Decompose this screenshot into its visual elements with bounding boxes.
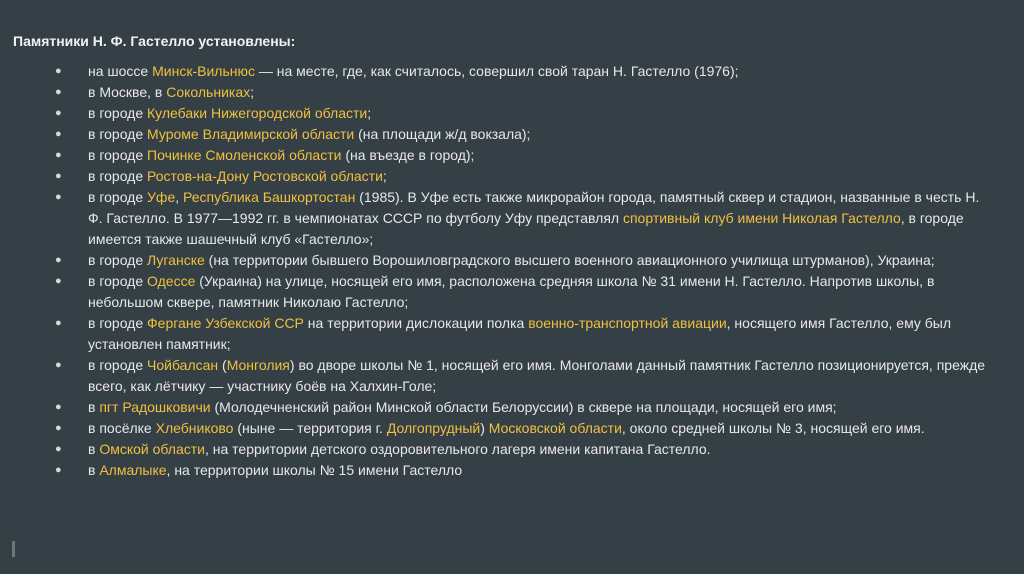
link-text[interactable]: Одессе xyxy=(147,273,196,289)
item-text: в городе xyxy=(88,168,148,184)
list-item xyxy=(0,313,1024,355)
link-text[interactable]: Починке xyxy=(147,147,202,163)
item-text: в Москве, в xyxy=(88,84,167,100)
bullet-icon: ● xyxy=(55,317,62,329)
bullet-icon: ● xyxy=(55,191,62,203)
link-text[interactable]: Ростов-на-Дону xyxy=(147,168,250,184)
list-item xyxy=(0,271,1024,313)
bullet-icon: ● xyxy=(55,65,62,77)
link-text[interactable]: спортивный клуб имени Николая Гастелло xyxy=(622,210,901,226)
item-text: ; xyxy=(367,105,372,121)
slide-edge-mark xyxy=(12,541,15,557)
bullet-icon: ● xyxy=(55,128,62,140)
item-text: , носящего имя Гастелло, ему был установлен памятник; xyxy=(88,315,951,352)
item-text: , на территории детского оздоровительного лагеря имени капитана Гастелло. xyxy=(204,441,711,457)
item-text: , в городе имеется также шашечный клуб «Гастелло»; xyxy=(88,210,964,247)
list-item xyxy=(0,124,1024,145)
list-item xyxy=(0,145,1024,166)
item-text: — на месте, где, как считалось, совершил свой таран Н. Гастелло (1976); xyxy=(254,63,739,79)
item-text: на шоссе xyxy=(88,63,153,79)
link-text[interactable]: Сокольниках xyxy=(166,84,251,100)
link-text[interactable]: Нижегородской области xyxy=(211,105,368,121)
bullet-icon: ● xyxy=(55,464,62,476)
item-text: ) xyxy=(480,420,489,436)
list-item xyxy=(0,61,1024,82)
item-text: в xyxy=(88,462,100,478)
link-text[interactable]: Чойбалсан xyxy=(147,357,219,373)
list-item xyxy=(0,103,1024,124)
item-text: в городе xyxy=(88,315,148,331)
bullet-icon: ● xyxy=(55,359,62,371)
link-text[interactable]: Ростовской области xyxy=(252,168,383,184)
item-text: в городе xyxy=(88,189,148,205)
item-text: ; xyxy=(382,168,387,184)
link-text[interactable]: Фергане xyxy=(147,315,202,331)
link-text[interactable]: Узбекской ССР xyxy=(205,315,304,331)
link-text[interactable]: военно-транспортной авиации xyxy=(528,315,727,331)
item-text: (1985). В Уфе есть также микрорайон города, памятный сквер и стадион, названные в честь Н. Ф. Гастелло. В 1977—1992 гг. в чемпионатах СССР по футболу Уфу представлял xyxy=(88,189,980,226)
item-text: в городе xyxy=(88,126,148,142)
link-text[interactable]: Долгопрудный xyxy=(386,420,481,436)
item-text: (на территории бывшего Ворошиловградского высшего военного авиационного училища штурманов), Украина; xyxy=(204,252,935,268)
item-text: ; xyxy=(250,84,255,100)
item-text: в городе xyxy=(88,252,148,268)
link-text[interactable]: Московской области xyxy=(488,420,622,436)
list-item xyxy=(0,166,1024,187)
item-text: (на въезде в город); xyxy=(341,147,475,163)
bullet-icon: ● xyxy=(55,422,62,434)
list-item xyxy=(0,355,1024,397)
link-text[interactable]: Омской области xyxy=(99,441,205,457)
link-text[interactable]: Кулебаки xyxy=(147,105,208,121)
item-text: в посёлке xyxy=(88,420,156,436)
link-text[interactable]: пгт Радошковичи xyxy=(99,399,211,415)
bullet-icon: ● xyxy=(55,443,62,455)
link-text[interactable]: Алмалыке xyxy=(99,462,167,478)
item-text: , около средней школы № 3, носящей его имя. xyxy=(621,420,925,436)
page-title: Памятники Н. Ф. Гастелло установлены: xyxy=(13,33,296,49)
link-text[interactable]: Минск-Вильнюс xyxy=(152,63,255,79)
bullet-icon: ● xyxy=(55,149,62,161)
bullet-icon: ● xyxy=(55,107,62,119)
item-text: , на территории школы № 15 имени Гастелло xyxy=(166,462,463,478)
item-text: в городе xyxy=(88,273,148,289)
item-text: в городе xyxy=(88,147,148,163)
list-item xyxy=(0,397,1024,418)
link-text[interactable]: Владимирской области xyxy=(202,126,355,142)
item-text: (Украина) на улице, носящей его имя, расположена средняя школа № 31 имени Н. Гастелло. Напротив школы, в небольшом сквере, памятник Николаю Гастелло; xyxy=(88,273,935,310)
bullet-icon: ● xyxy=(55,275,62,287)
item-text: , xyxy=(175,189,184,205)
item-text: в xyxy=(88,399,100,415)
link-text[interactable]: Уфе xyxy=(147,189,176,205)
link-text[interactable]: Смоленской области xyxy=(205,147,342,163)
link-text[interactable]: Хлебниково xyxy=(155,420,234,436)
link-text[interactable]: Муроме xyxy=(147,126,199,142)
link-text[interactable]: Республика Башкортостан xyxy=(183,189,356,205)
list-item xyxy=(0,418,1024,439)
bullet-icon: ● xyxy=(55,254,62,266)
bullet-icon: ● xyxy=(55,401,62,413)
bullet-icon: ● xyxy=(55,86,62,98)
link-text[interactable]: Луганске xyxy=(147,252,205,268)
item-text: в xyxy=(88,441,100,457)
item-text: ( xyxy=(218,357,227,373)
list-item xyxy=(0,460,1024,481)
bullet-icon: ● xyxy=(55,170,62,182)
monument-list xyxy=(0,61,1024,481)
item-text: в городе xyxy=(88,105,148,121)
list-item xyxy=(0,439,1024,460)
list-item xyxy=(0,187,1024,250)
item-text: (Молодечненский район Минской области Белоруссии) в сквере на площади, носящей его имя; xyxy=(210,399,837,415)
item-text: на территории дислокации полка xyxy=(303,315,529,331)
item-text: ) во дворе школы № 1, носящей его имя. Монголами данный памятник Гастелло позиционируется, прежде всего, как лётчику — участнику боёв на Халхин-Голе; xyxy=(88,357,986,394)
list-item xyxy=(0,82,1024,103)
item-text: (ныне — территория г. xyxy=(233,420,387,436)
list-item xyxy=(0,250,1024,271)
item-text: (на площади ж/д вокзала); xyxy=(354,126,531,142)
item-text: в городе xyxy=(88,357,148,373)
link-text[interactable]: Монголия xyxy=(226,357,290,373)
